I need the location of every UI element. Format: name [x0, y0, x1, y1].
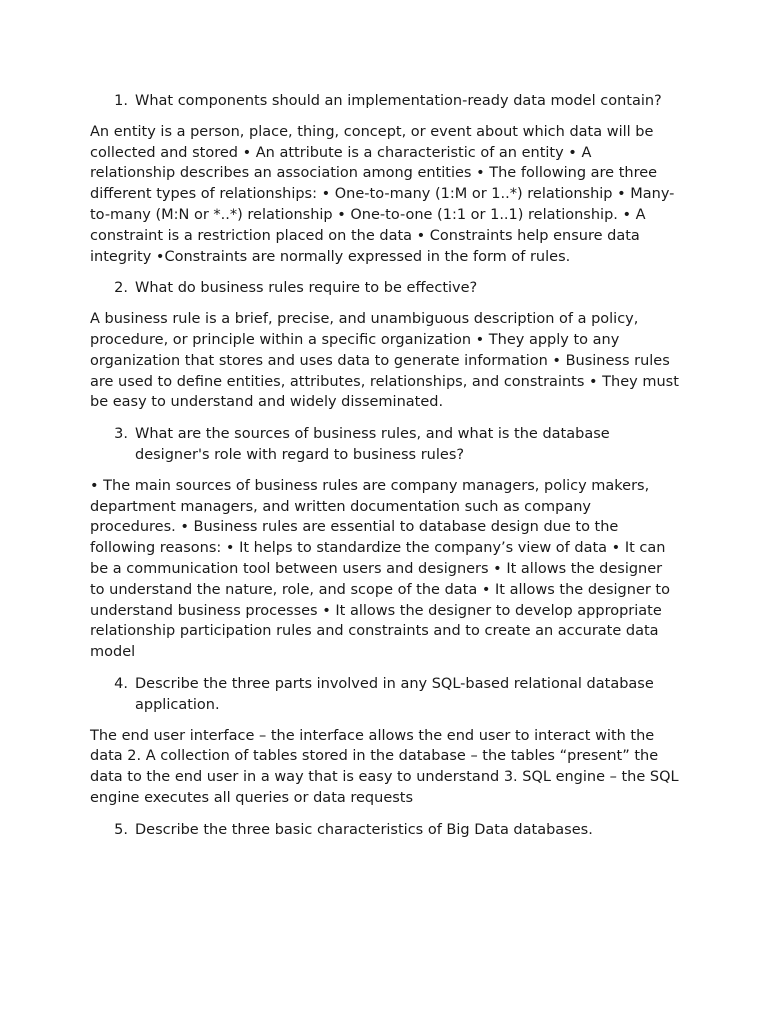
question-2 [90, 278, 680, 299]
question-text: Describe the three basic characteristics of Big Data databases. [135, 821, 593, 838]
question-4 [90, 674, 680, 716]
question-text: What are the sources of business rules, and what is the database designer's role with regard to business rules? [135, 426, 610, 463]
question-number: 4. [114, 675, 128, 692]
answer-1: An entity is a person, place, thing, concept, or event about which data will be collected and stored • An attribute is a characteristic of an entity • A relationship describes an association among entities • The following are three different types of relationships: • One-to-many (1:M or 1..*) relationship • Many-to-many (M:N or *..*) relationship • One-to-one (1:1 or 1..1) relationship. • A constraint is a restriction placed on the data • Constraints help ensure data integrity •Constraints are normally expressed in the form of rules. [90, 123, 675, 265]
question-1 [90, 91, 680, 112]
question-text: What components should an implementation-ready data model contain? [135, 93, 662, 109]
question-text: Describe the three parts involved in any SQL-based relational database application. [135, 675, 654, 713]
question-number: 1. [114, 93, 128, 109]
question-number: 3. [114, 426, 128, 443]
question-5 [90, 820, 680, 841]
answer-2: A business rule is a brief, precise, and unambiguous description of a policy, procedure, or principle within a specific organization • They apply to any organization that stores and uses data to generate information • Business rules are used to define entities, attributes, relationships, and constraints • They must be easy to understand and widely disseminated. [90, 311, 679, 411]
answer-4: The end user interface – the interface allows the end user to interact with the data 2. A collection of tables stored in the database – the tables “present” the data to the end user in a way that is easy to understand 3. SQL engine – the SQL engine executes all queries or data requests [90, 727, 679, 806]
question-number: 2. [114, 280, 128, 297]
question-3 [90, 424, 680, 466]
question-text: What do business rules require to be effective? [135, 280, 478, 297]
answer-3: • The main sources of business rules are company managers, policy makers, department managers, and written documentation such as company procedures. • Business rules are essential to database design due to the following reasons: • It helps to standardize the company’s view of data • It can be a communication tool between users and designers • It allows the designer to understand the nature, role, and scope of the data • It allows the designer to understand business processes • It allows the designer to develop appropriate relationship participation rules and constraints and to create an accurate data model [90, 477, 670, 661]
question-number: 5. [114, 821, 128, 838]
